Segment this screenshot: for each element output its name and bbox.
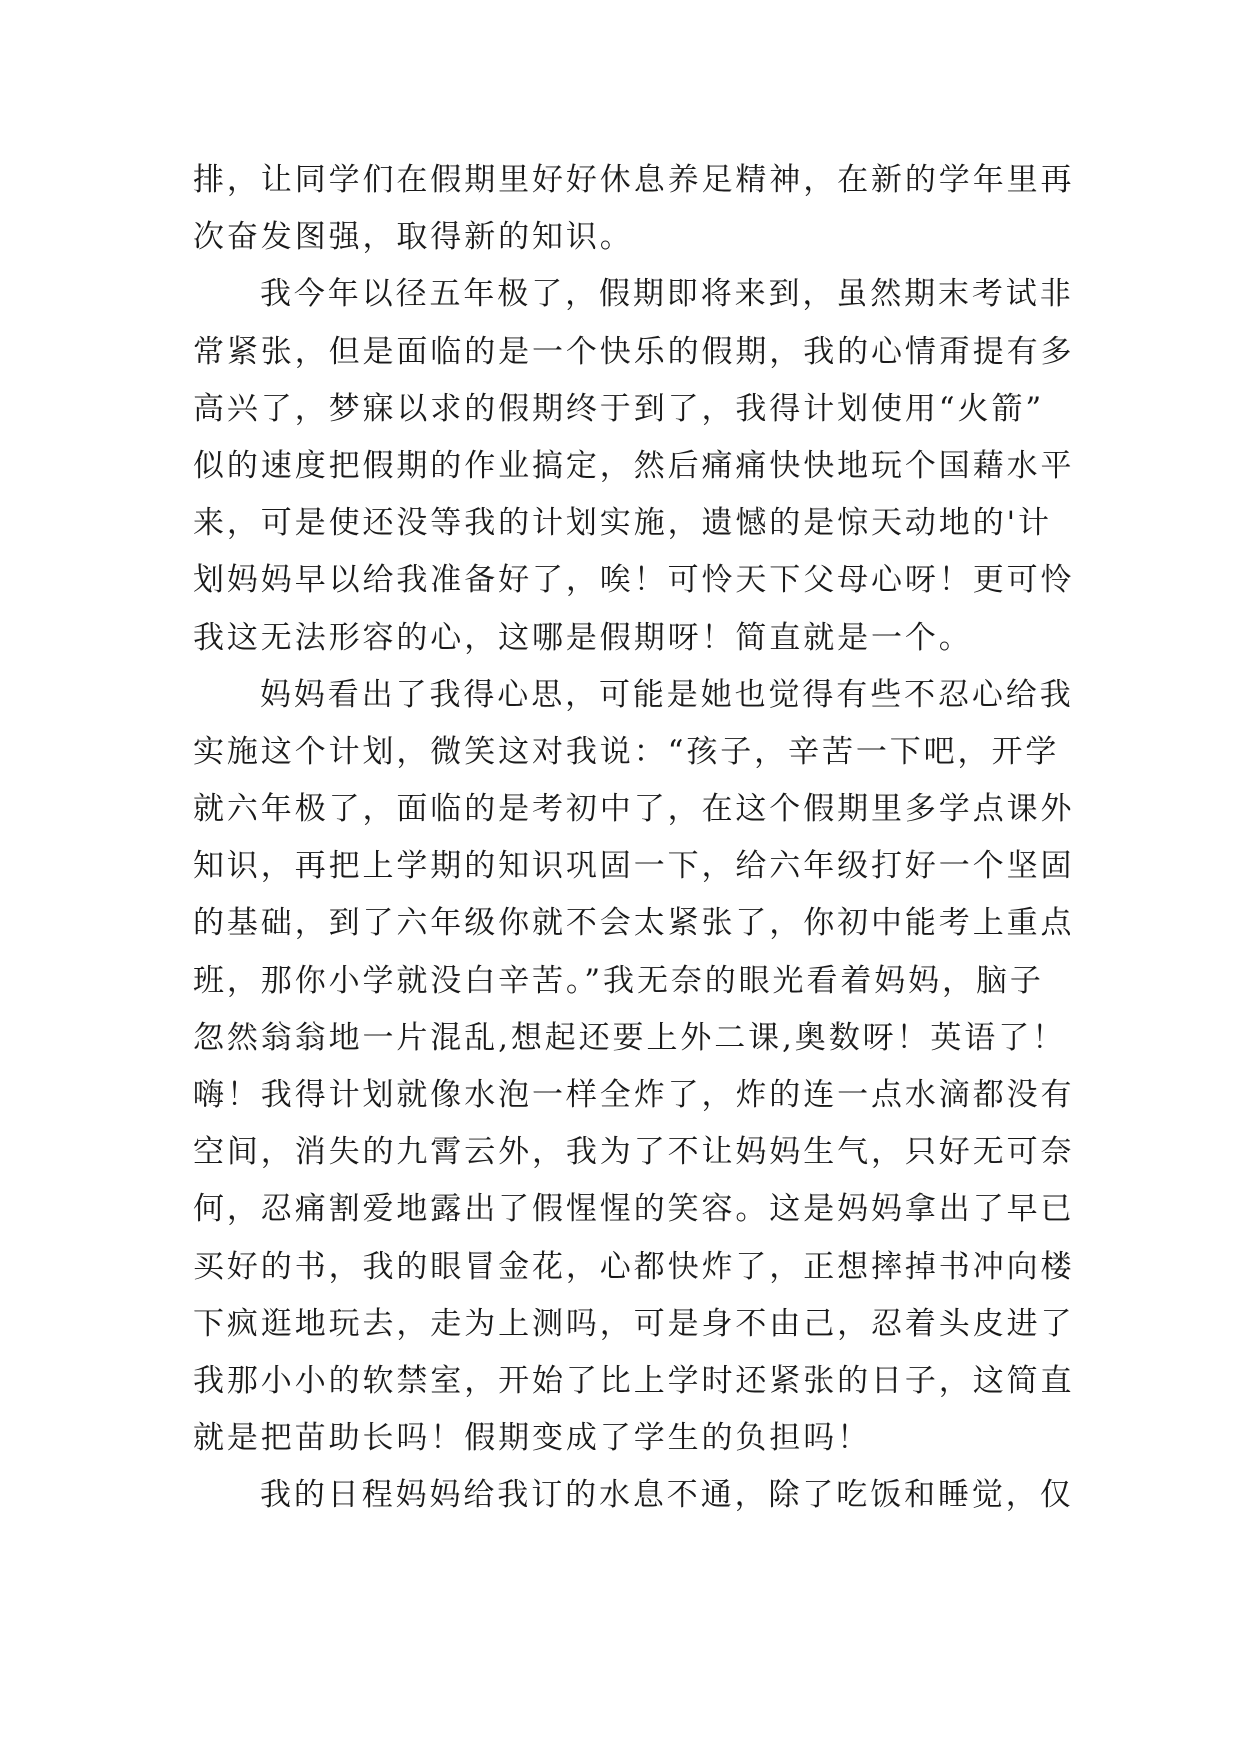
text-line: 似的速度把假期的作业搞定，然后痛痛快快地玩个国藉水平	[193, 447, 1075, 484]
paragraph-first-line: 妈妈看出了我得心思，可能是她也觉得有些不忍心给我	[260, 676, 1074, 713]
text-line: 划妈妈早以给我准备好了，唉！可怜天下父母心呀！更可怜	[193, 562, 1075, 599]
text-line: 我那小小的软禁室，开始了比上学时还紧张的日子，这简直	[193, 1362, 1075, 1399]
text-line: 的基础，到了六年级你就不会太紧张了，你初中能考上重点	[193, 905, 1075, 942]
text-line: 何，忍痛割爱地露出了假惺惺的笑容。这是妈妈拿出了早已	[193, 1191, 1075, 1228]
text-line: 高兴了，梦寐以求的假期终于到了，我得计划使用“火箭”	[193, 390, 1045, 427]
text-line: 空间，消失的九霄云外，我为了不让妈妈生气，只好无可奈	[193, 1134, 1075, 1171]
article-body	[193, 152, 1075, 1525]
text-line: 买好的书，我的眼冒金花，心都快炸了，正想摔掉书冲向楼	[193, 1248, 1075, 1285]
text-line: 忽然翁翁地一片混乱,想起还要上外二课,奥数呀！英语了！	[193, 1019, 1067, 1056]
paragraph-first-line: 我今年以径五年极了，假期即将来到，虽然期末考试非	[260, 276, 1074, 313]
text-line: 就是把苗助长吗！假期变成了学生的负担吗！	[193, 1420, 871, 1457]
text-line: 排，让同学们在假期里好好休息养足精神，在新的学年里再	[193, 162, 1075, 198]
text-line: 知识，再把上学期的知识巩固一下，给六年级打好一个坚固	[193, 848, 1075, 885]
text-line: 次奋发图强，取得新的知识。	[193, 219, 634, 256]
text-line: 就六年极了，面临的是考初中了，在这个假期里多学点课外	[193, 791, 1075, 828]
text-line: 实施这个计划，微笑这对我说：“孩子，辛苦一下吧，开学	[193, 733, 1060, 770]
paragraph-first-line: 我的日程妈妈给我订的水息不通，除了吃饭和睡觉，仅	[260, 1477, 1074, 1514]
text-line: 常紧张，但是面临的是一个快乐的假期，我的心情甭提有多	[193, 333, 1075, 370]
text-line: 来，可是使还没等我的计划实施，遗憾的是惊天动地的'计	[193, 505, 1052, 542]
text-line: 嗨！我得计划就像水泡一样全炸了，炸的连一点水滴都没有	[193, 1077, 1075, 1113]
text-line: 我这无法形容的心，这哪是假期呀！简直就是一个。	[193, 619, 973, 656]
text-line: 班，那你小学就没白辛苦。”我无奈的眼光看着妈妈，脑子	[193, 962, 1044, 999]
text-line: 下疯逛地玩去，走为上测吗，可是身不由己，忍着头皮进了	[193, 1305, 1075, 1342]
